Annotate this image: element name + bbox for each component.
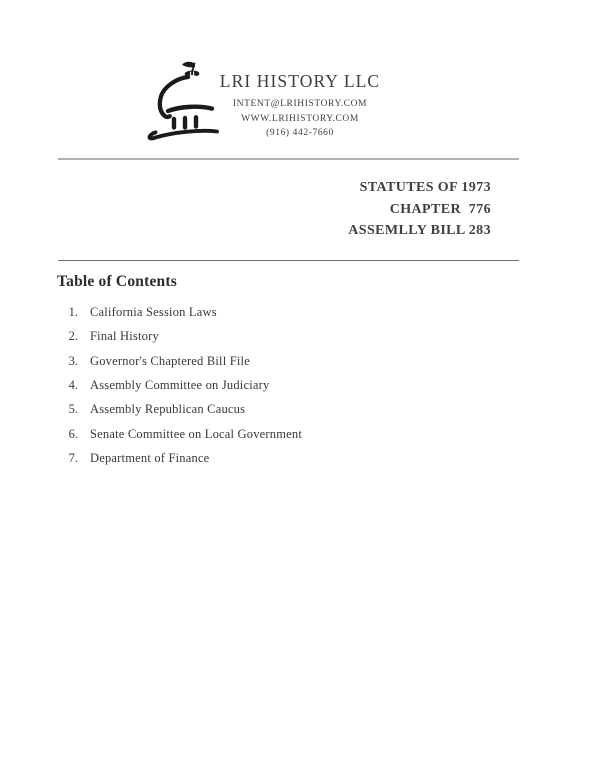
company-name: LRI HISTORY LLC: [219, 71, 381, 91]
toc-item-label: Assembly Committee on Judiciary: [90, 378, 270, 393]
toc-item: [57, 328, 540, 352]
toc-item: [57, 401, 540, 425]
toc-item-number: 1.: [68, 305, 78, 319]
toc-item-label: Department of Finance: [90, 451, 210, 466]
toc-item-label: Senate Committee on Local Government: [90, 426, 303, 441]
toc-item: [57, 426, 540, 450]
toc-item-label: California Session Laws: [90, 305, 217, 319]
toc-item: [57, 304, 540, 328]
contact-block: [0, 97, 600, 141]
toc-item-number: 4.: [68, 378, 78, 393]
table-of-contents: [57, 273, 540, 474]
toc-item-number: 6.: [68, 426, 78, 441]
assembly-bill-line: ASSEMLLY BILL 283: [348, 223, 491, 238]
toc-item-number: 3.: [68, 353, 78, 368]
middle-divider: [58, 260, 519, 261]
toc-item-number: 5.: [68, 402, 78, 417]
toc-item: [57, 450, 540, 474]
phone-line: (916) 442-7660: [266, 128, 334, 138]
toc-list: [57, 304, 540, 474]
chapter-line: CHAPTER 776: [389, 201, 491, 217]
letterhead-text: [0, 71, 600, 141]
toc-item-number: 7.: [68, 451, 78, 466]
case-info-block: [348, 177, 491, 242]
toc-item-label: Assembly Republican Caucus: [90, 402, 246, 417]
toc-item-label: Final History: [90, 329, 159, 344]
toc-item-number: 2.: [68, 329, 78, 344]
top-divider: [58, 158, 519, 160]
toc-item: [57, 353, 540, 377]
toc-title: Table of Contents: [57, 273, 177, 290]
toc-item: [57, 377, 540, 401]
email-line: INTENT@LRIHISTORY.COM: [232, 99, 368, 109]
statutes-line: STATUTES OF 1973: [359, 180, 491, 195]
website-line: WWW.LRIHISTORY.COM: [241, 113, 359, 124]
toc-item-label: Governor's Chaptered Bill File: [90, 353, 250, 368]
